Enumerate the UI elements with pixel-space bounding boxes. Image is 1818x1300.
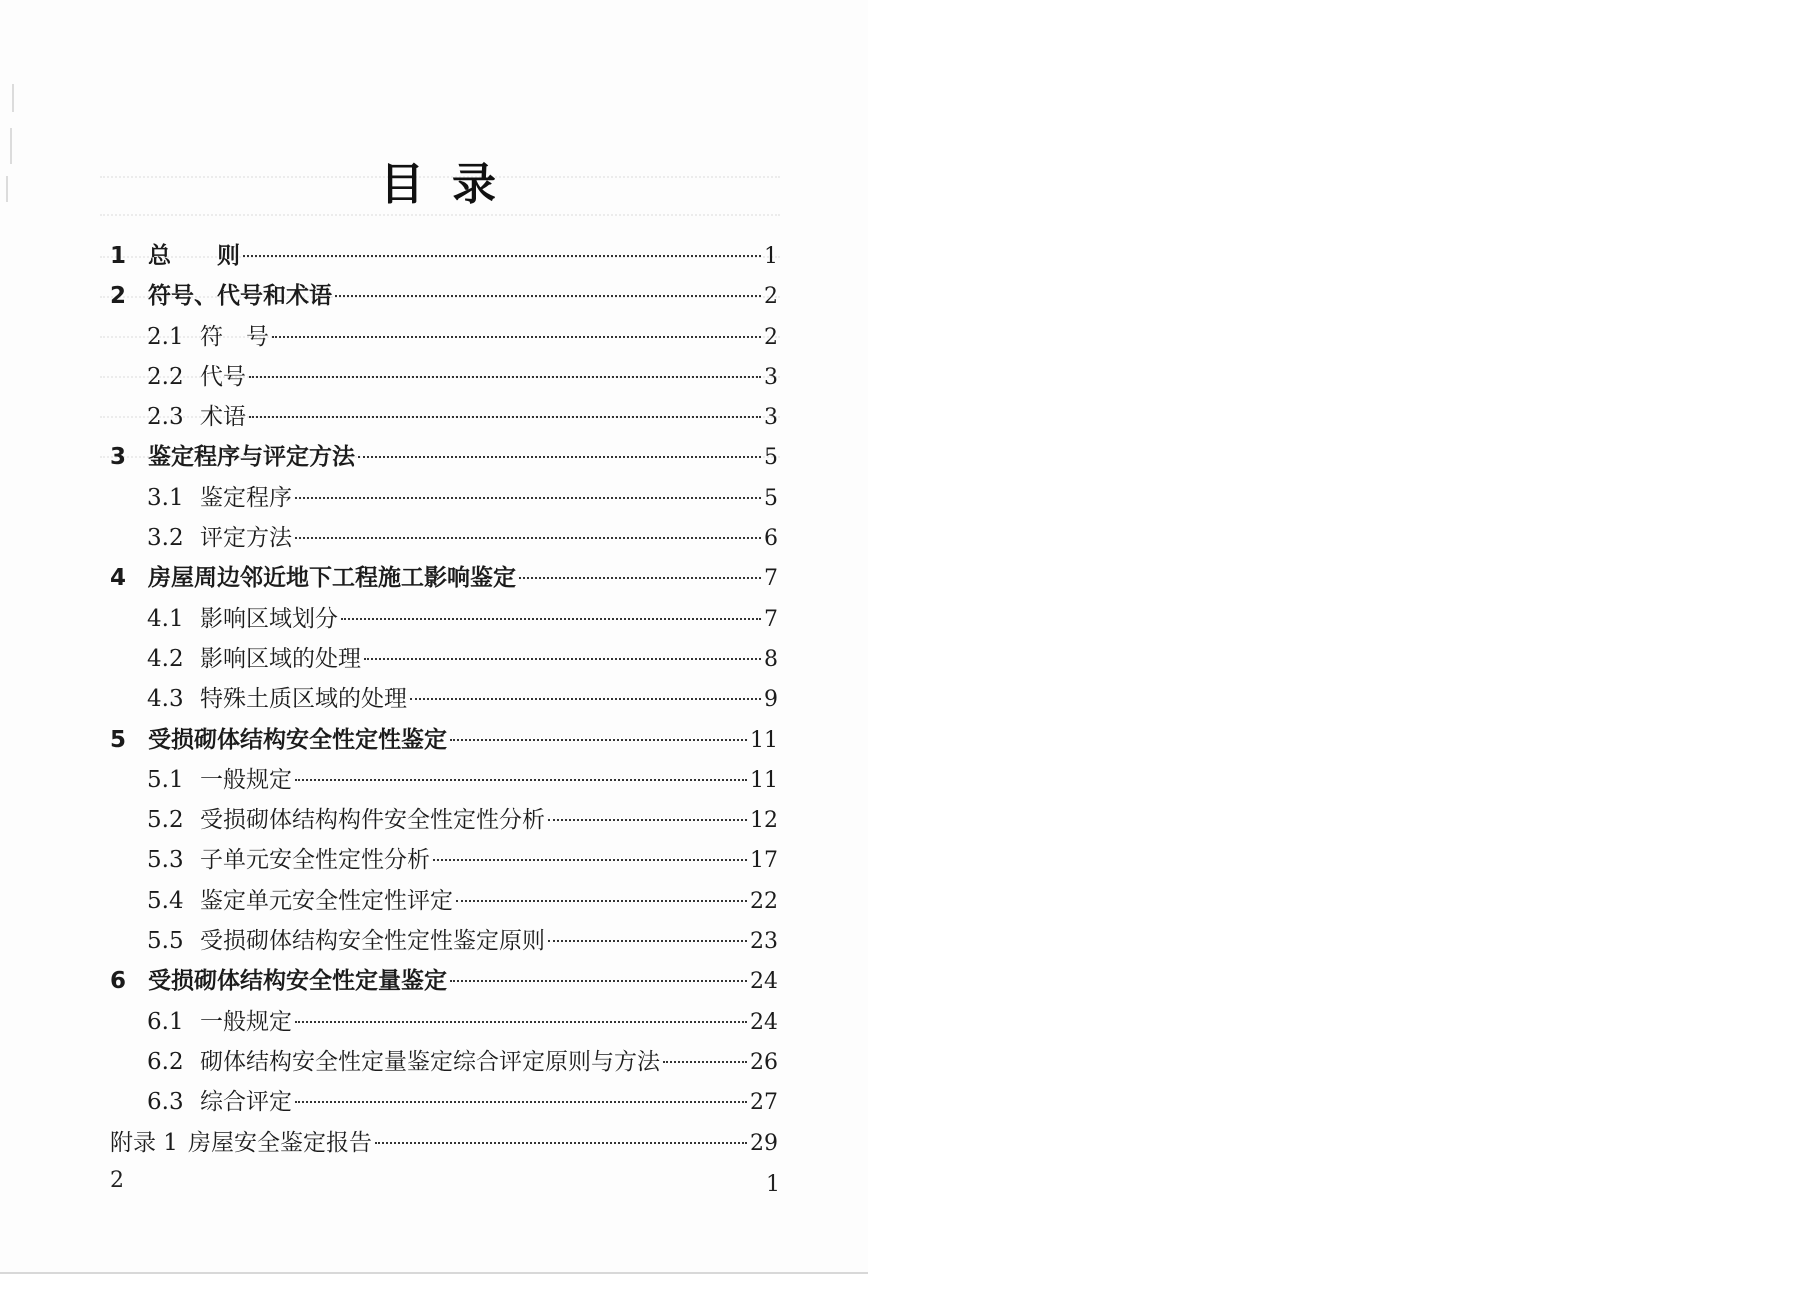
toc-entry [110,437,778,477]
toc-entry-label: 符 号 [200,323,269,350]
toc-entry-label: 影响区域的处理 [200,645,361,672]
show-through-line [100,214,780,216]
dot-leader [272,336,761,338]
toc-entry-page: 5 [764,445,778,471]
toc-entry [110,397,778,437]
toc-entry-page: 7 [764,566,778,592]
toc-entry-number: 3 [110,444,127,471]
dot-leader [295,537,761,539]
toc-entry-number: 4.1 [147,605,184,632]
toc-entry [110,558,778,598]
toc-entry-label: 特殊土质区域的处理 [200,686,407,713]
toc-entry-page: 7 [764,606,778,632]
dot-leader [548,940,747,942]
toc-entry-page: 22 [750,888,778,914]
toc-entry-number: 4.3 [147,686,184,713]
toc-entry-number: 6 [110,968,127,995]
toc-entry [110,639,778,679]
toc-entry-number: 6.3 [147,1089,184,1116]
toc-entry [110,1002,778,1042]
toc-entry-label: 砌体结构安全性定量鉴定综合评定原则与方法 [200,1048,660,1075]
dot-leader [410,698,761,700]
toc-entry-page: 8 [764,646,778,672]
dot-leader [295,497,761,499]
toc-entry-number: 3.2 [147,525,184,552]
toc-entry-number: 5 [110,726,127,753]
toc-entry [110,276,778,316]
toc-entry-number: 2.3 [147,404,184,431]
toc-entry-number: 6.2 [147,1048,184,1075]
dot-leader [341,618,761,620]
toc-entry-page: 24 [750,1009,778,1035]
toc-entry [110,720,778,760]
toc-entry-number: 5.2 [147,807,184,834]
toc-entry-number: 1 [110,243,127,269]
toc-entry-page: 3 [764,364,778,390]
dot-leader [364,658,761,660]
toc-entry-number: 5.3 [147,847,184,874]
toc-entry [110,800,778,840]
toc-entry-number: 4 [110,565,127,592]
dot-leader [295,1021,747,1023]
toc-entry [110,1042,778,1082]
toc-entry-number: 2.2 [147,363,184,390]
toc-entry-page: 12 [750,808,778,834]
toc-entry-page: 3 [764,405,778,431]
toc-entry [110,236,778,276]
toc-entry-label: 综合评定 [200,1089,292,1116]
toc-entry-label: 符号、代号和术语 [148,283,332,310]
toc-entry-label: 总 则 [148,243,240,269]
toc-entry-number: 2 [110,283,127,310]
toc-entry [110,478,778,518]
toc-entry-label: 受损砌体结构安全性定性鉴定原则 [200,928,545,955]
toc-entry-page: 6 [764,526,778,552]
toc-entry-label: 受损砌体结构安全性定性鉴定 [148,726,447,753]
toc-entry-number: 附录 1 [110,1129,178,1156]
toc-entry-page: 1 [764,244,778,269]
toc-list [110,236,778,1163]
page-number-right: 1 [766,1172,780,1197]
toc-entry-label: 受损砌体结构构件安全性定性分析 [200,807,545,834]
toc-entry-page: 17 [750,848,778,874]
toc-entry-label: 房屋安全鉴定报告 [188,1129,372,1156]
toc-entry-number: 4.2 [147,645,184,672]
toc-entry [110,357,778,397]
toc-entry-number: 5.4 [147,887,184,914]
toc-entry-label: 房屋周边邻近地下工程施工影响鉴定 [148,565,516,592]
toc-entry-page: 2 [764,284,778,310]
dot-leader [433,859,747,861]
dot-leader [548,819,747,821]
toc-entry [110,881,778,921]
dot-leader [295,779,747,781]
toc-entry-number: 3.1 [147,484,184,511]
dot-leader [358,456,761,458]
toc-entry-label: 代号 [200,363,246,390]
toc-entry-page: 9 [764,687,778,713]
toc-entry-label: 影响区域划分 [200,605,338,632]
dot-leader [249,416,761,418]
page-number-left: 2 [110,1168,124,1193]
toc-entry-page: 29 [750,1130,778,1156]
dot-leader [243,255,761,257]
toc-entry-page: 5 [764,485,778,511]
dot-leader [335,295,761,297]
scan-edge-mark [12,84,14,112]
toc-entry-label: 一般规定 [200,766,292,793]
toc-entry-page: 11 [750,727,778,753]
toc-entry-page: 26 [750,1049,778,1075]
toc-entry [110,840,778,880]
scan-edge-mark [6,176,8,202]
toc-entry [110,921,778,961]
dot-leader [249,376,761,378]
toc-entry [110,760,778,800]
toc-entry-number: 5.5 [147,928,184,955]
toc-entry-page: 2 [764,324,778,350]
scan-edge-mark [10,128,12,164]
toc-entry-number: 2.1 [147,323,184,350]
toc-entry-label: 评定方法 [200,525,292,552]
toc-entry-label: 一般规定 [200,1008,292,1035]
toc-entry-label: 子单元安全性定性分析 [200,847,430,874]
toc-entry-label: 鉴定程序与评定方法 [148,444,355,471]
dot-leader [663,1061,747,1063]
dot-leader [450,980,747,982]
toc-entry [110,599,778,639]
toc-entry-page: 24 [750,969,778,995]
toc-entry [110,679,778,719]
dot-leader [450,739,747,741]
toc-entry-label: 鉴定程序 [200,484,292,511]
toc-entry-label: 鉴定单元安全性定性评定 [200,887,453,914]
toc-entry [110,317,778,357]
dot-leader [375,1142,747,1144]
toc-entry-number: 5.1 [147,766,184,793]
toc-entry-page: 23 [750,929,778,955]
toc-entry-page: 27 [750,1090,778,1116]
toc-entry [110,961,778,1001]
dot-leader [295,1101,747,1103]
dot-leader [456,900,747,902]
toc-entry [110,1082,778,1122]
toc-entry-page: 11 [750,767,778,793]
toc-entry-label: 受损砌体结构安全性定量鉴定 [148,968,447,995]
dot-leader [519,577,761,579]
toc-entry [110,518,778,558]
toc-title: 目录 [380,159,524,210]
toc-entry [110,1123,778,1163]
toc-entry-label: 术语 [200,404,246,431]
document-page [0,0,868,1274]
toc-entry-number: 6.1 [147,1008,184,1035]
